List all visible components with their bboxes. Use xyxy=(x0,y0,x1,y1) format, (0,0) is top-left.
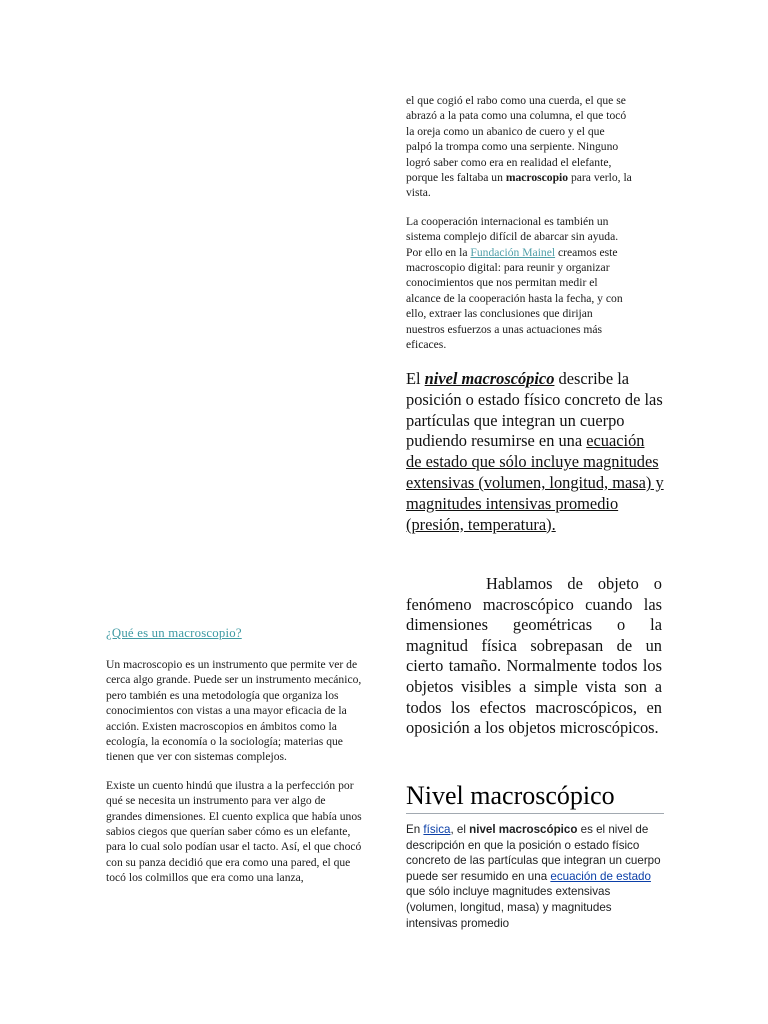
macro-level-definition xyxy=(406,369,664,535)
wiki-bold-term: nivel macroscópico xyxy=(469,823,578,836)
wiki-title: Nivel macroscópico xyxy=(406,781,664,814)
wiki-text-1: En xyxy=(406,823,424,836)
definition-text-b: describe la posición o estado físico concreto de las partículas que integran un cuerpo pudiendo resumirse en una xyxy=(406,369,663,451)
cooperation-text-a: La cooperación internacional es también un sistema complejo difícil de abarcar sin ayuda. Por ello en la xyxy=(406,214,619,259)
left-column xyxy=(106,626,364,886)
ecuacion-de-estado-link[interactable]: ecuación de estado xyxy=(550,869,651,883)
fundacion-mainel-link[interactable]: Fundación Mainel xyxy=(470,245,556,259)
section-heading: ¿Qué es un macroscopio? xyxy=(106,626,242,640)
fisica-link[interactable]: física xyxy=(423,823,451,836)
wiki-paragraph xyxy=(406,822,664,931)
macroscopic-object-paragraph xyxy=(406,574,662,739)
elephant-story-paragraph: Existe un cuento hindú que ilustra a la perfección por qué se necesita un instrumento para ver algo de grandes dimensiones. El cuento explica que había unos sabios ciegos que querían saber cómo es un elefante, para lo cual solo podían usar el tacto. Así, el que chocó con su panza decidió que era como una pared, el que tocó los colmillos que era como una lanza, xyxy=(106,778,362,885)
wiki-text-3: es el nivel de descripción en que la posición o estado físico concreto de las partículas que integran un cuerpo puede ser resumido en una xyxy=(406,823,661,883)
definition-underlined: ecuación de estado que sólo incluye magnitudes extensivas (volumen, longitud, masa) y magnitudes intensivas promedio (presión, temperatura). xyxy=(406,431,664,534)
right-column-top xyxy=(406,93,632,353)
elephant-text-b: para verlo, la vista. xyxy=(406,171,632,200)
macroscope-definition-paragraph: Un macroscopio es un instrumento que permite ver de cerca algo grande. Puede ser un instrumento mecánico, pero también es una metodología que organiza los conocimientos con vistas a una mayor eficacia de la acción. Existen macroscopios en ámbitos como la ecología, la economía o la sociología; materias que tienen que ver con sistemas complejos. xyxy=(106,658,362,764)
wiki-text-2: , el xyxy=(450,823,470,836)
macroscopic-object-text: Hablamos de objeto o fenómeno macroscópico cuando las dimensiones geométricas o la magnitud física sobrepasan de un cierto tamaño. Normalmente todos los objetos visibles a simple vista son a todos los efectos macroscópicos, en oposición a los objetos microscópicos. xyxy=(406,574,662,738)
elephant-story-continuation xyxy=(406,93,632,201)
wiki-text-4: que sólo incluye magnitudes extensivas (volumen, longitud, masa) y magnitudes intensivas promedio xyxy=(406,885,612,930)
wiki-excerpt xyxy=(406,781,664,931)
cooperation-text-b: creamos este macroscopio digital: para reunir y organizar conocimientos que nos permitan medir el alcance de la cooperación hasta la fecha, y con ello, extraer las conclusiones que dirijan nuestros esfuerzos a unas actuaciones más eficaces. xyxy=(406,245,623,352)
macroscopio-bold: macroscopio xyxy=(505,171,569,185)
elephant-text-a: el que cogió el rabo como una cuerda, el que se abrazó a la pata como una columna, el que tocó la oreja como un abanico de cuero y el que palpó la trompa como una serpiente. Ninguno logró saber como era en realidad el elefante, porque les faltaba un xyxy=(406,94,627,185)
definition-text-a: El xyxy=(406,369,425,388)
nivel-macroscopico-emphasis: nivel macroscópico xyxy=(424,369,555,388)
cooperation-paragraph xyxy=(406,214,632,353)
